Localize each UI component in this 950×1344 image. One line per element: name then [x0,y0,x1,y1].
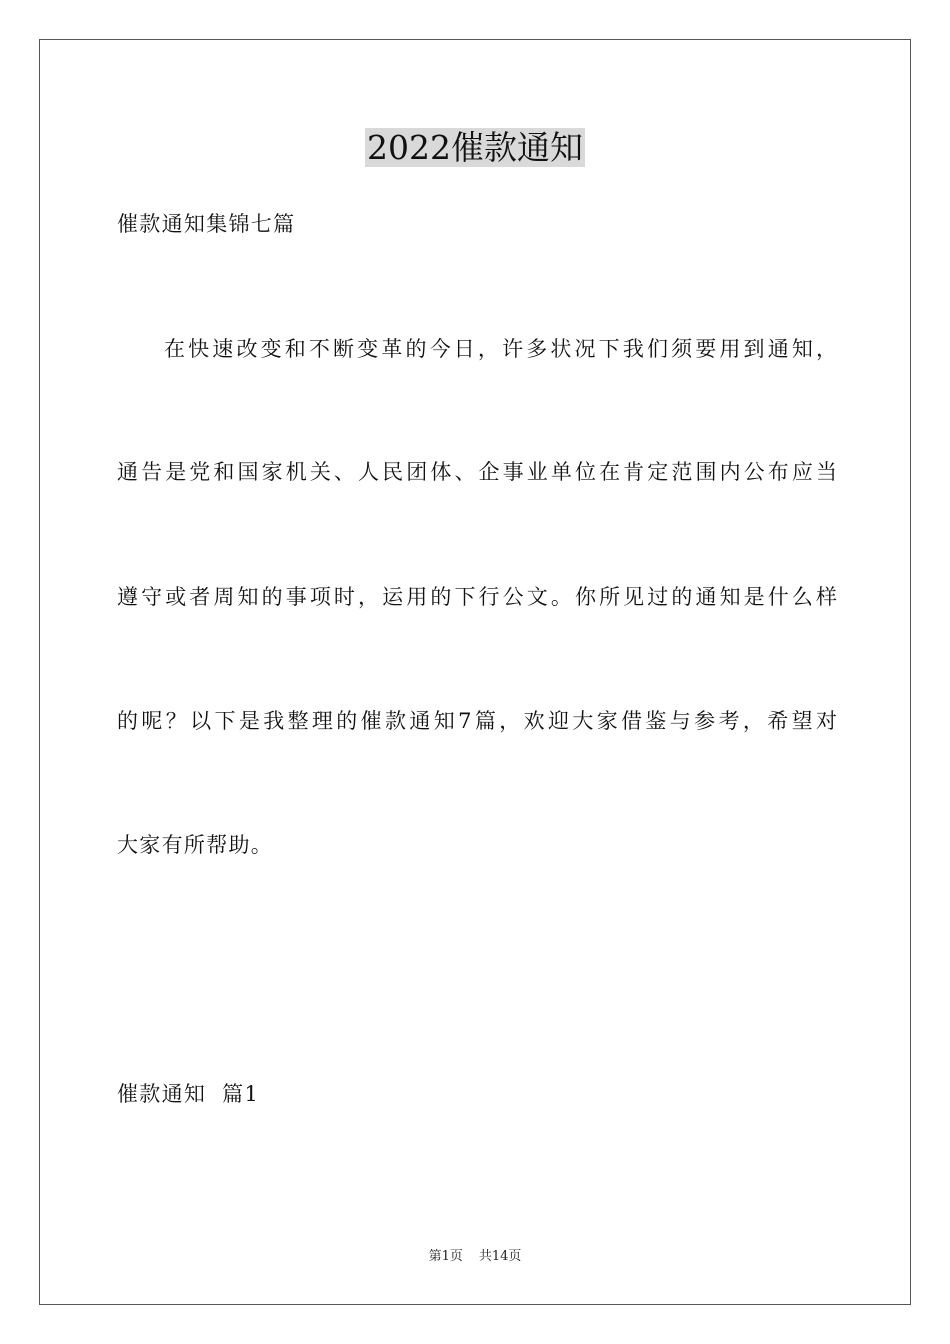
page-total: 共14页 [478,1249,522,1264]
document-title-text: 2022催款通知 [367,128,583,167]
document-title [0,128,950,168]
intro-line-1: 在快速改变和不断变革的今日，许多状况下我们须要用到通知， [164,337,837,361]
page-footer [0,1248,950,1266]
intro-line-4: 的呢？以下是我整理的催款通知7篇，欢迎大家借鉴与参考，希望对 [117,709,837,733]
intro-line-5: 大家有所帮助。 [117,833,274,857]
intro-line-2: 通告是党和国家机关、人民团体、企事业单位在肯定范围内公布应当 [117,460,837,484]
section-heading: 催款通知 篇1 [117,1082,260,1106]
intro-line-3: 遵守或者周知的事项时，运用的下行公文。你所见过的通知是什么样 [117,585,837,609]
page-number: 第1页 [428,1249,463,1264]
document-subtitle: 催款通知集锦七篇 [117,212,296,236]
